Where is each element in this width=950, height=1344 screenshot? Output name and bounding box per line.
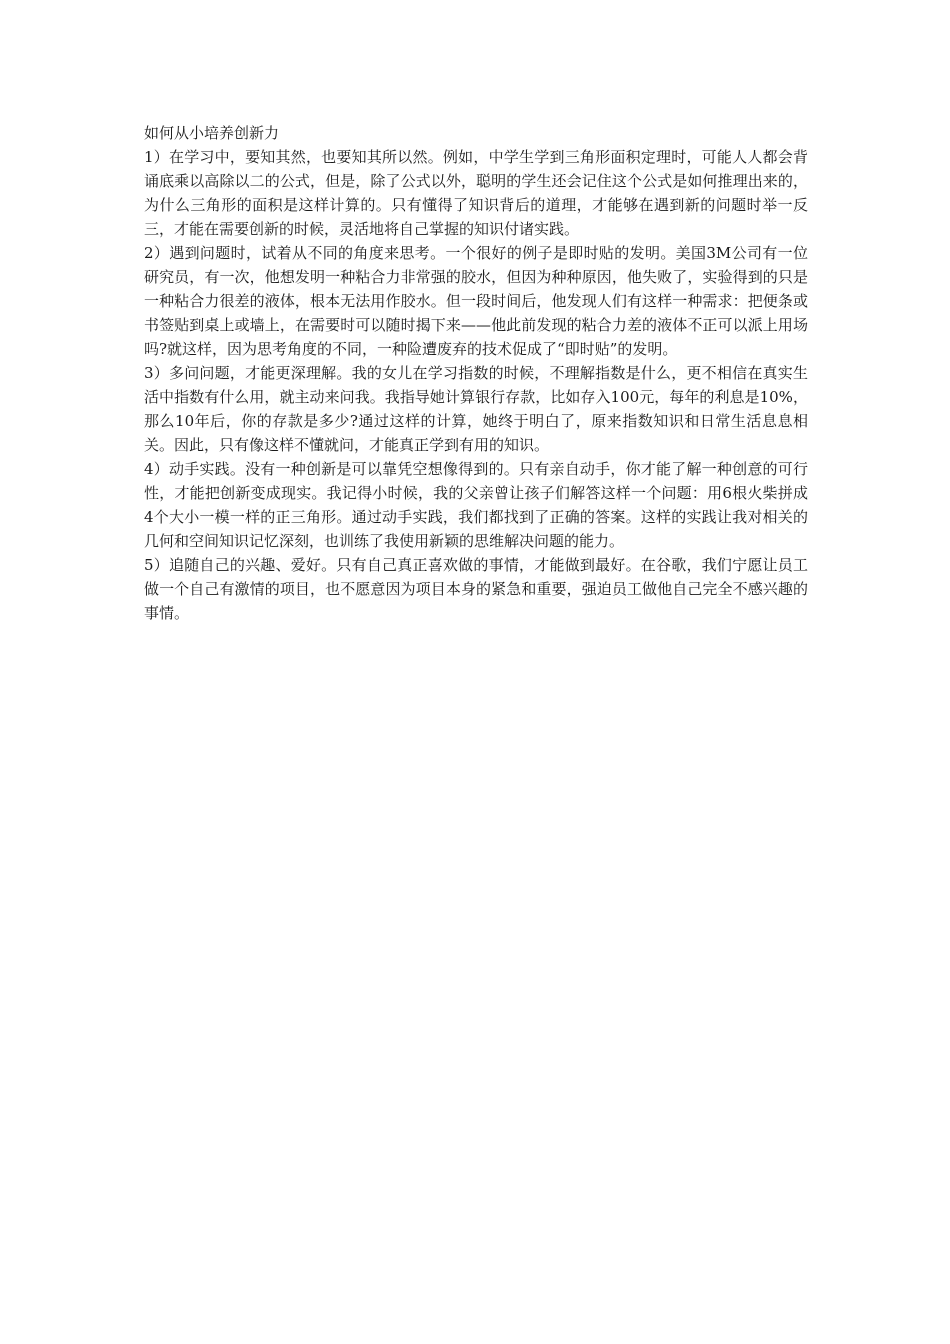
paragraph-1: 1）在学习中，要知其然，也要知其所以然。例如，中学生学到三角形面积定理时，可能人人都会背诵底乘以高除以二的公式，但是，除了公式以外，聪明的学生还会记住这个公式是如何推理出来的，为什么三角形的面积是这样计算的。只有懂得了知识背后的道理，才能够在遇到新的问题时举一反三，才能在需要创新的时候，灵活地将自己掌握的知识付诸实践。 bbox=[144, 148, 808, 238]
paragraph-5: 5）追随自己的兴趣、爱好。只有自己真正喜欢做的事情，才能做到最好。在谷歌，我们宁愿让员工做一个自己有激情的项目，也不愿意因为项目本身的紧急和重要，强迫员工做他自己完全不感兴趣的事情。 bbox=[144, 556, 808, 622]
paragraph-4: 4）动手实践。没有一种创新是可以靠凭空想像得到的。只有亲自动手，你才能了解一种创意的可行性，才能把创新变成现实。我记得小时候，我的父亲曾让孩子们解答这样一个问题：用6根火柴拼成4个大小一模一样的正三角形。通过动手实践，我们都找到了正确的答案。这样的实践让我对相关的几何和空间知识记忆深刻，也训练了我使用新颖的思维解决问题的能力。 bbox=[144, 460, 808, 550]
paragraph-2: 2）遇到问题时，试着从不同的角度来思考。一个很好的例子是即时贴的发明。美国3M公司有一位研究员，有一次，他想发明一种粘合力非常强的胶水，但因为种种原因，他失败了，实验得到的只是一种粘合力很差的液体，根本无法用作胶水。但一段时间后，他发现人们有这样一种需求：把便条或书签贴到桌上或墙上，在需要时可以随时揭下来——他此前发现的粘合力差的液体不正可以派上用场吗?就这样，因为思考角度的不同，一种险遭废弃的技术促成了“即时贴”的发明。 bbox=[144, 244, 808, 358]
document-title: 如何从小培养创新力 bbox=[144, 124, 280, 142]
document-page bbox=[144, 121, 808, 625]
paragraph-3: 3）多问问题，才能更深理解。我的女儿在学习指数的时候，不理解指数是什么，更不相信在真实生活中指数有什么用，就主动来问我。我指导她计算银行存款，比如存入100元，每年的利息是10%，那么10年后，你的存款是多少?通过这样的计算，她终于明白了，原来指数知识和日常生活息息相关。因此，只有像这样不懂就问，才能真正学到有用的知识。 bbox=[144, 364, 808, 454]
